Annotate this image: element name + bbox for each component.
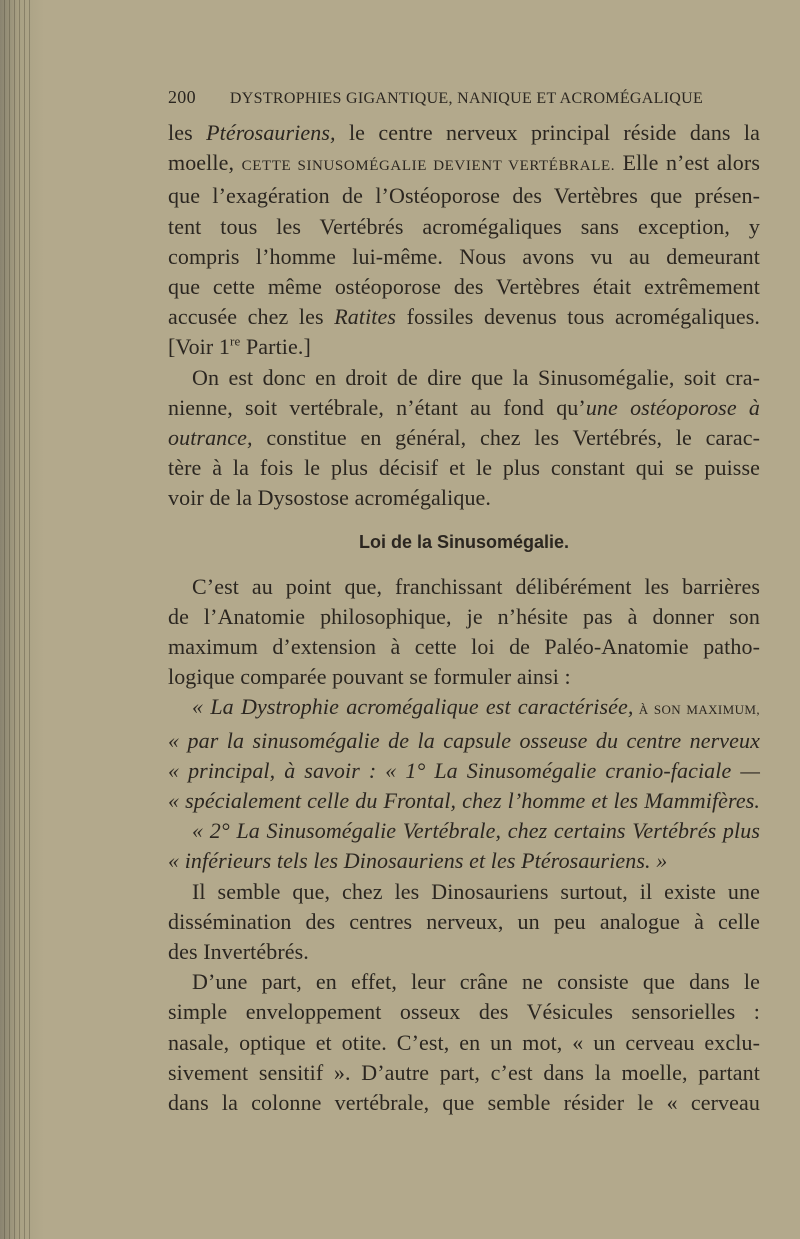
text-line bbox=[168, 393, 760, 423]
text-span: moelle, bbox=[168, 150, 242, 176]
italic-text: outrance, bbox=[168, 425, 253, 451]
text-line bbox=[168, 148, 760, 181]
text-line bbox=[168, 786, 760, 816]
italic-text: « principal, à savoir : « 1° La Sinusomégalie cranio-faciale — bbox=[168, 757, 760, 783]
text-span: constitue en général, chez les Vertébrés, le carac- bbox=[252, 425, 760, 451]
text-line bbox=[168, 726, 760, 756]
italic-text: Ptérosauriens, bbox=[206, 120, 336, 145]
text-line: maximum d’extension à cette loi de Paléo-Anatomie patho- bbox=[168, 634, 760, 660]
paragraph-1 bbox=[168, 118, 760, 363]
text-line bbox=[168, 332, 760, 362]
paragraph-4 bbox=[168, 877, 760, 968]
small-caps-text: CETTE SINUSOMÉGALIE DEVIENT VERTÉBRALE. bbox=[241, 158, 616, 175]
text-span: fossiles devenus tous acromégaliques. bbox=[396, 304, 760, 330]
text-line: logique comparée pouvant se formuler ainsi : bbox=[168, 664, 571, 690]
superscript: re bbox=[230, 334, 241, 350]
running-head bbox=[168, 84, 760, 112]
paragraph-5 bbox=[168, 967, 760, 1118]
italic-text: « La Dystrophie acromégalique est caractérisée, bbox=[192, 694, 634, 720]
italic-text: « 2° La Sinusomégalie Vertébrale, chez certains Vertébrés plus bbox=[192, 818, 760, 844]
text-line: tère à la fois le plus décisif et le plus constant qui se puisse bbox=[168, 455, 760, 481]
page-number: 200 bbox=[168, 87, 196, 107]
small-caps-text: À SON MAXIMUM, bbox=[633, 702, 760, 718]
text-line: voir de la Dysostose acromégalique. bbox=[168, 485, 492, 511]
text-span: Partie.] bbox=[240, 334, 311, 360]
text-line bbox=[168, 846, 760, 876]
binding-texture bbox=[4, 0, 32, 1239]
text-span: le centre nerveux principal réside dans la bbox=[335, 120, 760, 145]
italic-text: « spécialement celle du Frontal, chez l’homme et les Mammifères. bbox=[168, 788, 760, 814]
italic-text: Ratites bbox=[334, 304, 397, 330]
text-line: nasale, optique et otite. C’est, en un mot, « un cerveau exclu- bbox=[168, 1029, 760, 1055]
text-line: que l’exagération de l’Ostéoporose des Vertèbres que présen- bbox=[168, 183, 760, 209]
book-binding-edge bbox=[0, 0, 44, 1239]
italic-text: « par la sinusomégalie de la capsule osseuse du centre nerveux bbox=[168, 727, 760, 753]
text-line: compris l’homme lui-même. Nous avons vu au demeurant bbox=[168, 243, 760, 269]
text-span: Elle n’est alors bbox=[615, 150, 760, 176]
text-line: des Invertébrés. bbox=[168, 939, 309, 965]
text-span: les bbox=[168, 120, 207, 145]
text-line bbox=[168, 816, 760, 846]
text-span: accusée chez les bbox=[168, 304, 335, 330]
text-line: que cette même ostéoporose des Vertèbres était extrêmement bbox=[168, 274, 760, 300]
text-line bbox=[168, 692, 760, 725]
text-span: [Voir 1 bbox=[168, 334, 231, 360]
text-line: sivement sensitif ». D’autre part, c’est dans la moelle, partant bbox=[168, 1059, 760, 1085]
italic-text: « inférieurs tels les Dinosauriens et les Ptérosauriens. » bbox=[168, 848, 668, 874]
section-heading: Loi de la Sinusomégalie. bbox=[358, 531, 570, 552]
text-line: tent tous les Vertébrés acromégaliques sans exception, y bbox=[168, 213, 760, 239]
text-line: dissémination des centres nerveux, un peu analogue à celle bbox=[168, 908, 760, 934]
running-head-title: DYSTROPHIES GIGANTIQUE, NANIQUE ET ACROMÉGALIQUE bbox=[229, 90, 704, 107]
text-line: de l’Anatomie philosophique, je n’hésite pas à donner son bbox=[168, 603, 760, 629]
text-span: nienne, soit vertébrale, n’étant au fond qu’ bbox=[168, 394, 586, 420]
text-line: C’est au point que, franchissant délibérément les barrières bbox=[192, 573, 760, 599]
paragraph-2 bbox=[168, 363, 760, 514]
text-line bbox=[168, 423, 760, 453]
text-line: Il semble que, chez les Dinosauriens surtout, il existe une bbox=[192, 878, 760, 904]
text-line: dans la colonne vertébrale, que semble résider le « cerveau bbox=[168, 1090, 760, 1116]
text-line bbox=[168, 756, 760, 786]
text-line bbox=[168, 118, 760, 148]
italic-text: une ostéoporose à bbox=[585, 394, 760, 420]
text-line: On est donc en droit de dire que la Sinusomégalie, soit cra- bbox=[192, 364, 760, 390]
book-page bbox=[168, 84, 760, 1118]
text-line: D’une part, en effet, leur crâne ne consiste que dans le bbox=[192, 969, 760, 995]
quotation-block bbox=[168, 692, 760, 876]
text-line: simple enveloppement osseux des Vésicules sensorielles : bbox=[168, 999, 760, 1025]
text-line bbox=[168, 302, 760, 332]
paragraph-3 bbox=[168, 572, 760, 693]
